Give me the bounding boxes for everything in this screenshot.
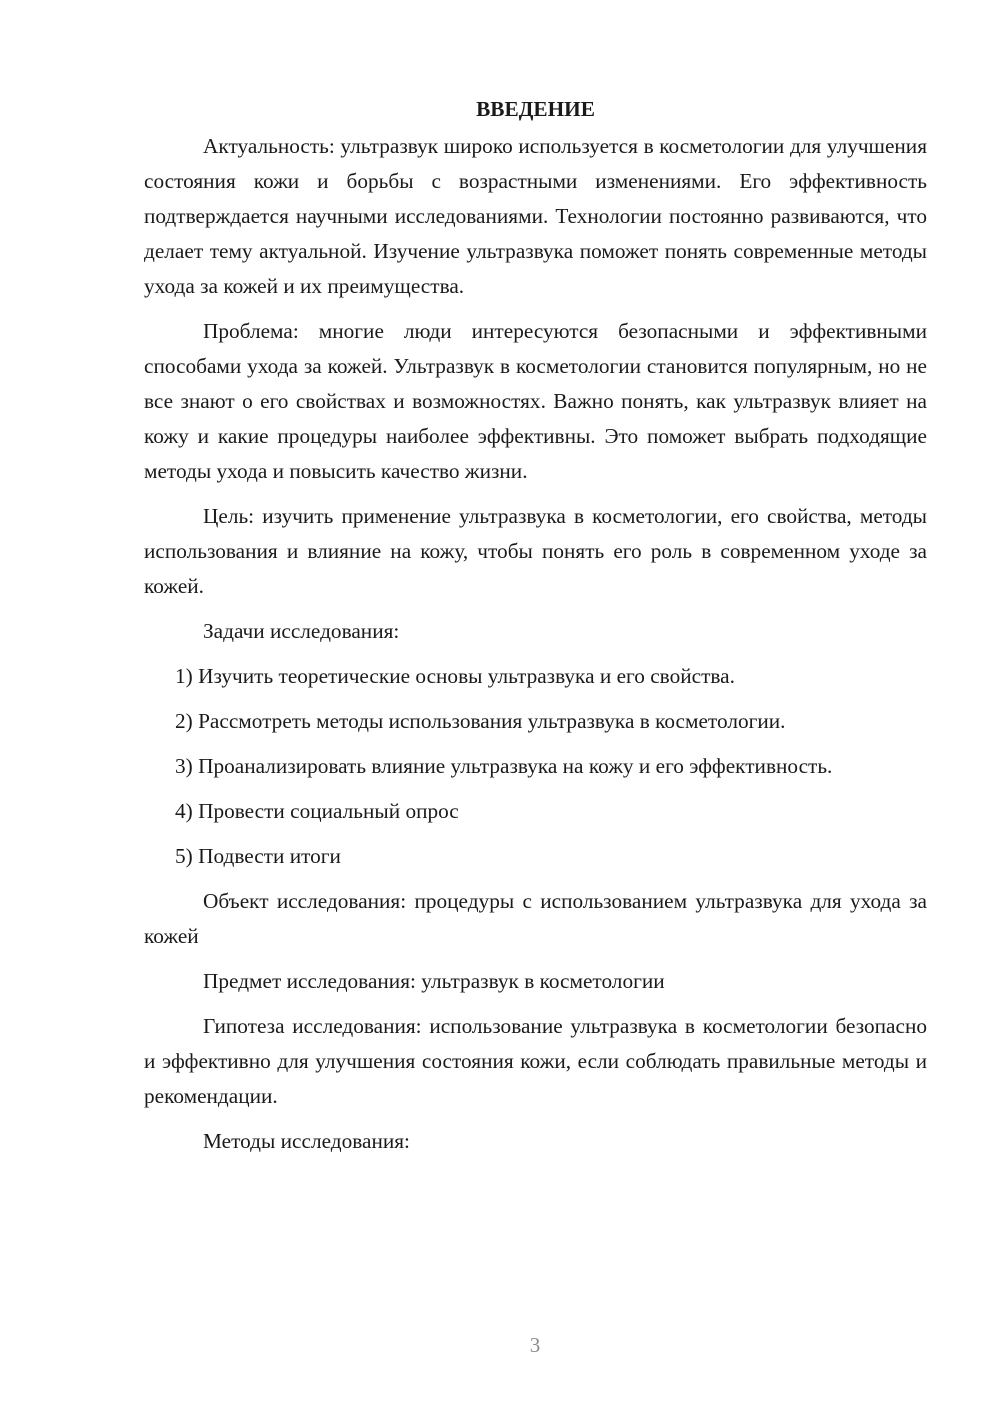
problem-paragraph: Проблема: многие люди интересуются безопасными и эффективными способами ухода за кожей. Ультразвук в косметологии становится популярным, но не все знают о его свойствах и возможностях. Важно понять, как ультразвук влияет на кожу и какие процедуры наиболее эффективны. Это поможет выбрать подходящие методы ухода и повысить качество жизни. xyxy=(144,319,927,483)
hypothesis-paragraph: Гипотеза исследования: использование ультразвука в косметологии безопасно и эффективно для улучшения состояния кожи, если соблюдать правильные методы и рекомендации. xyxy=(144,1014,927,1108)
object-paragraph: Объект исследования: процедуры с использованием ультразвука для ухода за кожей xyxy=(144,889,927,948)
methods-title: Методы исследования: xyxy=(203,1129,410,1153)
document-page xyxy=(144,92,927,1169)
subject-paragraph: Предмет исследования: ультразвук в косметологии xyxy=(203,969,665,993)
task-item: 2) Рассмотреть методы использования ультразвука в косметологии. xyxy=(175,709,786,733)
task-item: 3) Проанализировать влияние ультразвука на кожу и его эффективность. xyxy=(175,754,833,778)
relevance-paragraph: Актуальность: ультразвук широко используется в косметологии для улучшения состояния кожи и борьбы с возрастными изменениями. Его эффективность подтверждается научными исследованиями. Технологии постоянно развиваются, что делает тему актуальной. Изучение ультразвука поможет понять современные методы ухода за кожей и их преимущества. xyxy=(144,134,927,298)
page-number: 3 xyxy=(529,1333,541,1357)
goal-paragraph: Цель: изучить применение ультразвука в косметологии, его свойства, методы использования и влияние на кожу, чтобы понять его роль в современном уходе за кожей. xyxy=(144,504,927,598)
section-heading: ВВЕДЕНИЕ xyxy=(476,97,595,121)
tasks-title: Задачи исследования: xyxy=(203,619,400,643)
task-item: 4) Провести социальный опрос xyxy=(175,799,459,823)
task-item: 5) Подвести итоги xyxy=(175,844,341,868)
task-item: 1) Изучить теоретические основы ультразвука и его свойства. xyxy=(175,664,735,688)
